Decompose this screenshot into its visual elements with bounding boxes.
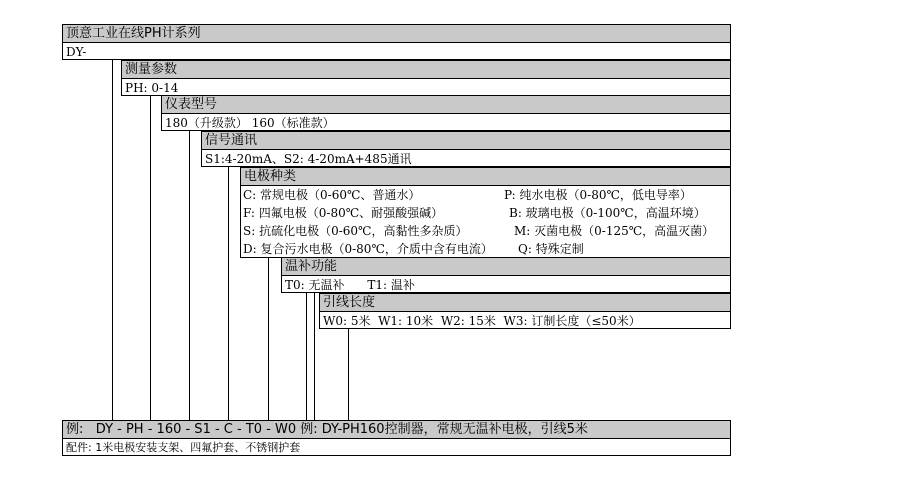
electrode-row-2-left: F: 四氟电极（0-80℃、耐强酸强碱） <box>243 206 444 220</box>
electrode-row-3-left: S: 抗硫化电极（0-60℃，高黏性多杂质） <box>243 224 468 238</box>
example-row: 例: DY - PH - 160 - S1 - C - T0 - W0 例: DY-PH160控制器，常规无温补电极，引线5米 <box>62 420 731 439</box>
section-header-measurement: 测量参数 <box>121 60 731 79</box>
connector-line-1 <box>112 60 113 421</box>
connector-line-3 <box>189 131 190 421</box>
electrode-row-2-right: B: 玻璃电极（0-100℃，高温环境） <box>509 206 706 220</box>
series-title: 顶意工业在线PH计系列 <box>62 24 731 43</box>
model-prefix: DY- <box>62 42 731 60</box>
section-value-cable-length: W0: 5米 W1: 10米 W2: 15米 W3: 订制长度（≤50米） <box>319 311 731 329</box>
electrode-row-1-right: P: 纯水电极（0-80℃，低电导率） <box>504 188 692 202</box>
connector-line-6 <box>306 293 307 421</box>
section-header-electrode: 电极种类 <box>240 167 731 186</box>
connector-line-2 <box>150 95 151 421</box>
section-value-measurement: PH: 0-14 <box>121 78 731 96</box>
section-value-model: 180（升级款） 160（标准款） <box>161 113 731 131</box>
electrode-row-4-right: Q: 特殊定制 <box>518 242 584 256</box>
section-header-signal: 信号通讯 <box>201 131 731 150</box>
connector-line-8 <box>348 329 349 421</box>
section-value-temp-comp: T0: 无温补 T1: 温补 <box>281 275 731 293</box>
section-header-temp-comp: 温补功能 <box>281 257 731 276</box>
connector-line-7 <box>314 293 315 421</box>
electrode-row-4-left: D: 复合污水电极（0-80℃，介质中含有电流） <box>243 242 493 256</box>
accessories-row: 配件: 1米电极安装支架、四氟护套、不锈钢护套 <box>62 438 731 456</box>
connector-line-5 <box>268 257 269 421</box>
section-header-model: 仪表型号 <box>161 95 731 114</box>
electrode-row-1-left: C: 常规电极（0-60℃、普通水） <box>243 188 421 202</box>
connector-line-4 <box>228 167 229 421</box>
section-header-cable-length: 引线长度 <box>319 293 731 312</box>
section-value-signal: S1:4-20mA、S2: 4-20mA+485通讯 <box>201 149 731 167</box>
electrode-row-3-right: M: 灭菌电极（0-125℃，高温灭菌） <box>514 224 715 238</box>
